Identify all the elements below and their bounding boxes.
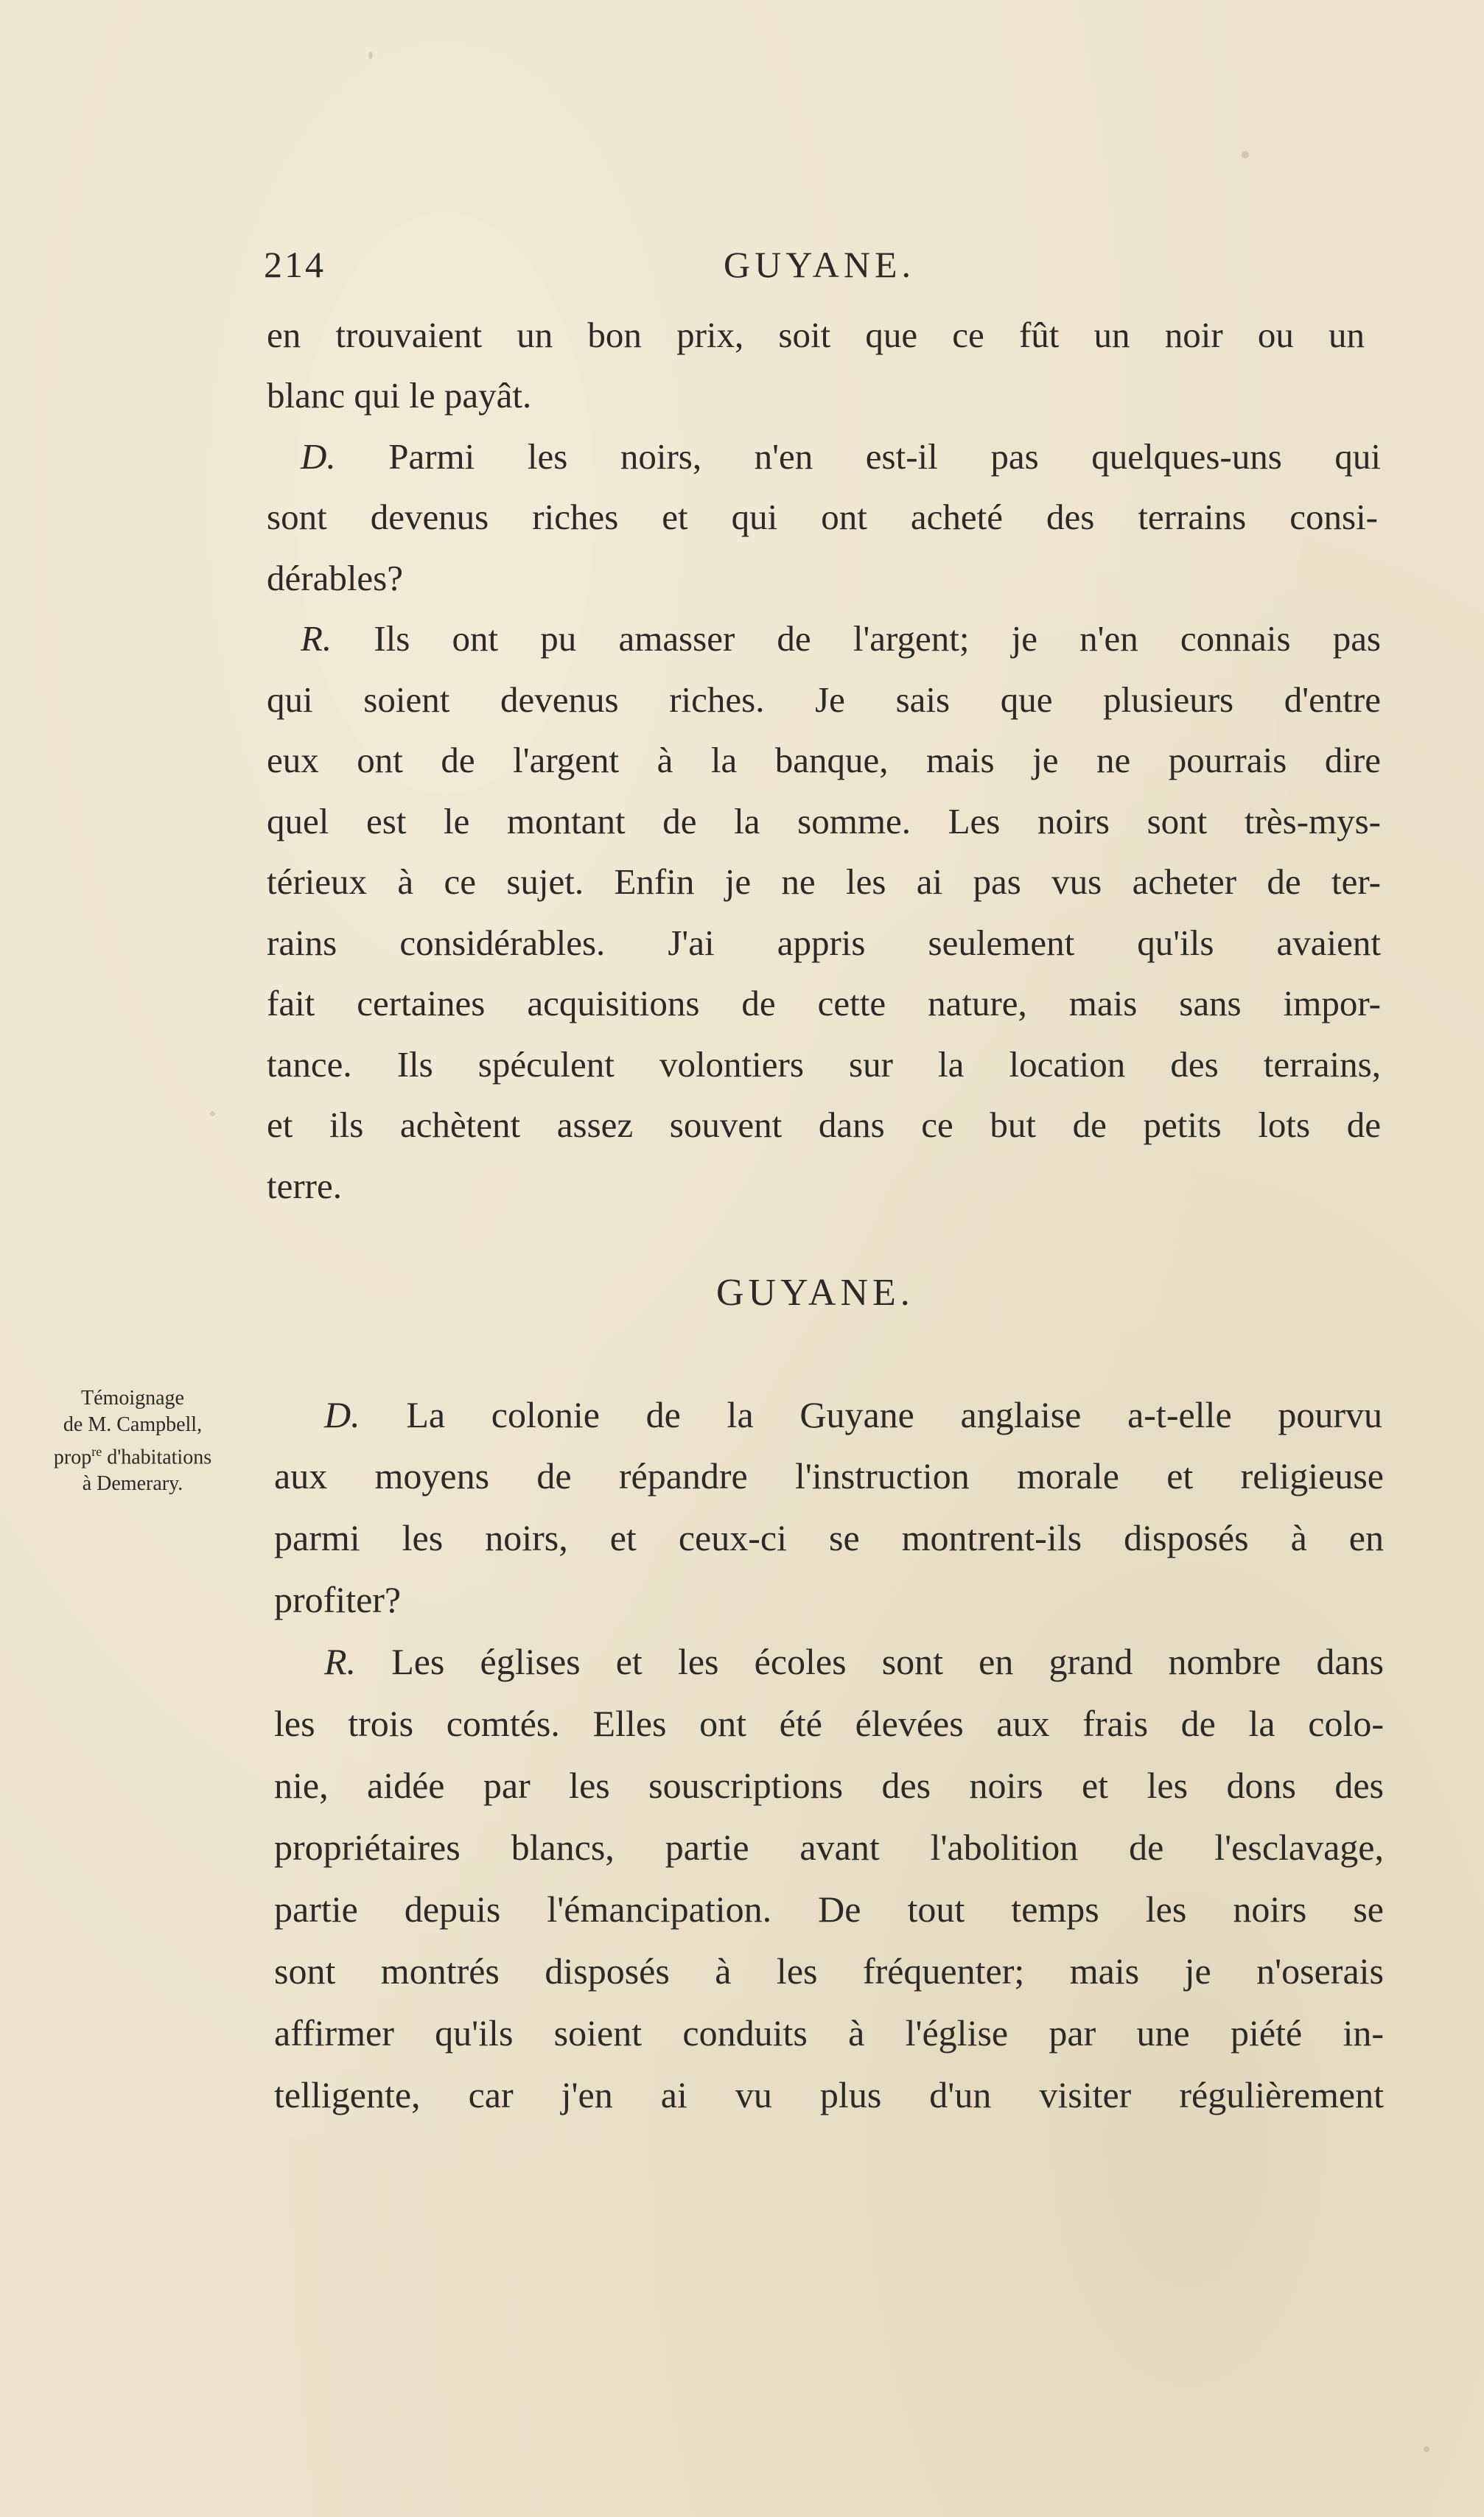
answer-marker: R. [324,1641,357,1682]
question-marker: D. [301,436,336,477]
text-line: partie depuis l'émancipation. De tout temps les noirs se [274,1888,1384,1930]
text-line: rains considérables. J'ai appris seulement qu'ils avaient [267,923,1381,963]
answer-marker: R. [301,618,332,659]
text-line: eux ont de l'argent à la banque, mais je ne pourrais dire [267,740,1381,780]
margin-note-suffix: d'habitations [102,1446,212,1469]
paper-speck [368,52,373,59]
paper-speck [210,1111,215,1116]
text-line: telligente, car j'en ai vu plus d'un visiter régulièrement [274,2074,1384,2115]
text-line: les trois comtés. Elles ont été élevées aux frais de la colo- [274,1703,1384,1744]
margin-note-superscript: re [91,1444,102,1459]
question-text: La colonie de la Guyane anglaise a-t-elle pourvu [406,1394,1382,1435]
text-line: blanc qui le payât. [267,375,532,416]
text-line: fait certaines acquisitions de cette nature, mais sans impor- [267,983,1381,1023]
paper-speck [1242,151,1249,158]
margin-note-line: Témoignage [81,1387,184,1410]
text-line: nie, aidée par les souscriptions des noirs et les dons des [274,1765,1384,1806]
margin-note-line [0,1438,265,1471]
answer-text: Les églises et les écoles sont en grand nombre dans [391,1641,1384,1682]
text-line: parmi les noirs, et ceux-ci se montrent-ils disposés à en [274,1517,1384,1558]
question-line [324,1393,1382,1437]
question-marker: D. [324,1394,360,1435]
running-head-title: GUYANE. [724,244,916,285]
text-line: profiter? [274,1579,402,1620]
text-line: térieux à ce sujet. Enfin je ne les ai pas vus acheter de ter- [267,861,1381,902]
margin-note-line: de M. Campbell, [63,1413,203,1436]
text-line: affirmer qu'ils soient conduits à l'église par une piété in- [274,2012,1384,2054]
margin-note-line: à Demerary. [82,1472,183,1496]
text-line: terre. [267,1166,342,1206]
question-line [301,435,1381,479]
text-line: tance. Ils spéculent volontiers sur la location des terrains, [267,1044,1381,1085]
text-line: dérables? [267,558,403,598]
paper-speck [1424,2446,1429,2452]
text-line: propriétaires blancs, partie avant l'abolition de l'esclavage, [274,1827,1384,1868]
question-text: Parmi les noirs, n'en est-il pas quelques-uns qui [388,436,1382,477]
running-header [264,239,921,290]
text-line: qui soient devenus riches. Je sais que plusieurs d'entre [267,679,1381,720]
section-heading: GUYANE. [716,1272,914,1314]
answer-text: Ils ont pu amasser de l'argent; je n'en connais pas [374,618,1382,659]
text-line: sont montrés disposés à les fréquenter; mais je n'oserais [274,1950,1384,1992]
text-line: sont devenus riches et qui ont acheté des terrains consi- [267,497,1378,537]
answer-line [301,617,1381,661]
margin-note-prefix: prop [53,1446,92,1469]
answer-line [324,1639,1384,1684]
text-line: et ils achètent assez souvent dans ce but de petits lots de [267,1105,1381,1145]
text-line: en trouvaient un bon prix, soit que ce fût un noir ou un [267,315,1365,355]
text-line: quel est le montant de la somme. Les noirs sont très-mys- [267,801,1381,841]
text-line: aux moyens de répandre l'instruction morale et religieuse [274,1455,1384,1496]
page-number: 214 [264,244,326,285]
margin-note [0,1385,265,1497]
